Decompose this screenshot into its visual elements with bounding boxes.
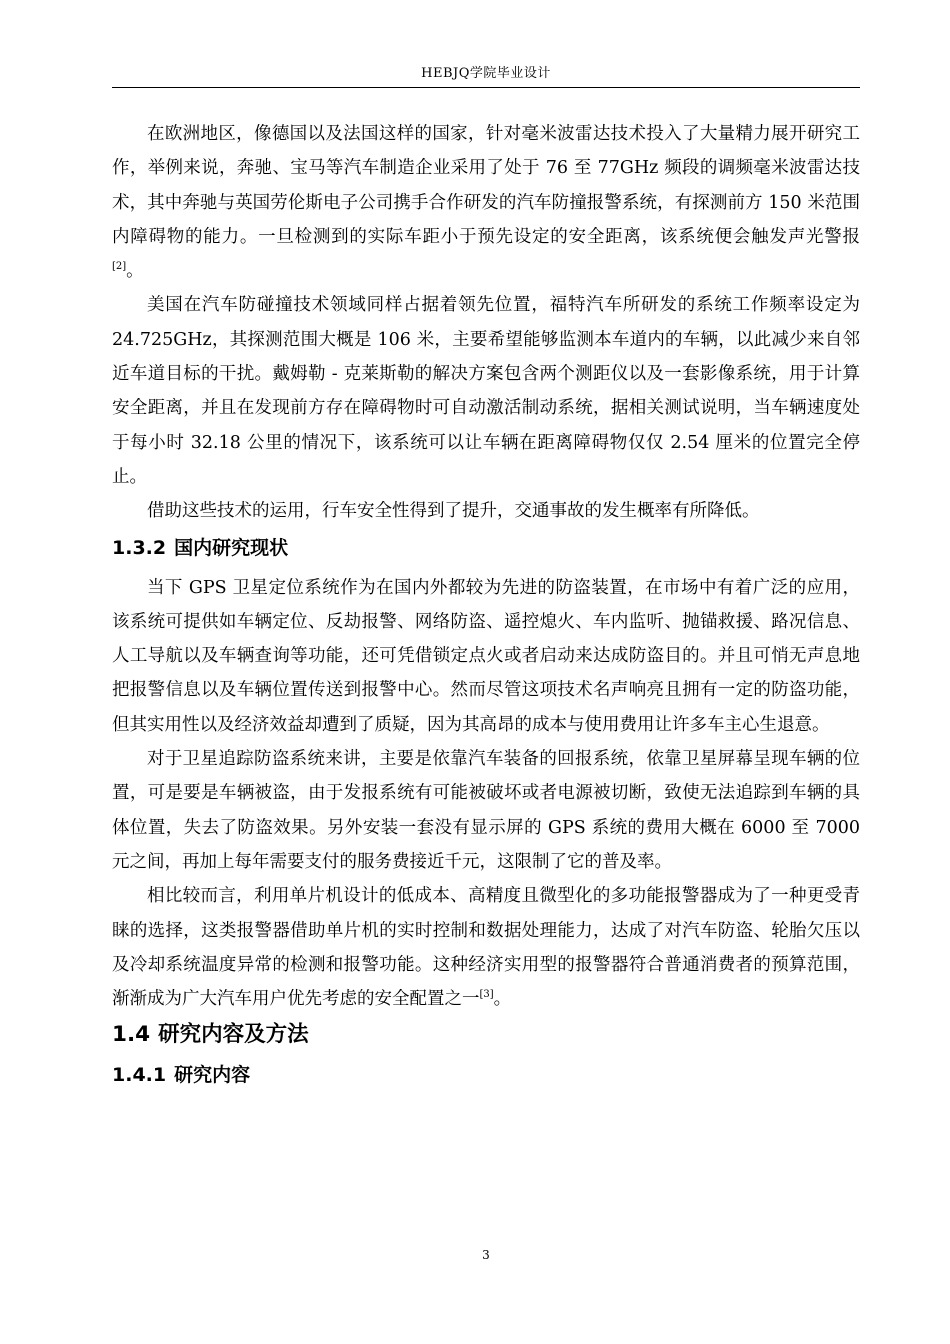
running-header: HEBJQ学院毕业设计 (421, 66, 551, 81)
paragraph-end: 。 (493, 989, 512, 1010)
section-title: 国内研究现状 (174, 536, 289, 559)
paragraph-safety-summary: 借助这些技术的运用，行车安全性得到了提升，交通事故的发生概率有所降低。 (147, 501, 760, 522)
paragraph-text: 相比较而言，利用单片机设计的低成本、高精度且微型化的多功能报警器成为了一种更受青睐的选择，这类报警器借助单片机的实时控制和数据处理能力，达成了对汽车防盗、轮胎欠压以及冷却系统温度异常的检测和报警功能。这种经济实用型的报警器符合普通消费者的预算范围，渐渐成为广大汽车用户优先考虑的安全配置之一 (112, 886, 860, 1010)
section-number: 1.4.1 (112, 1064, 167, 1087)
header-rule (112, 87, 860, 88)
citation-ref: [2] (112, 261, 127, 273)
section-number: 1.3.2 (112, 536, 167, 559)
citation-ref: [3] (479, 989, 494, 1001)
paragraph-mcu-alarm (112, 879, 860, 1016)
paragraph-text: 在欧洲地区，像德国以及法国这样的国家，针对毫米波雷达技术投入了大量精力展开研究工作，举例来说，奔驰、宝马等汽车制造企业采用了处于 76 至 77GHz 频段的调频毫米波雷达技术，其中奔驰与英国劳伦斯电子公司携手合作研发的汽车防撞报警系统，有探测前方 150 米范围内障碍物的能力。一旦检测到的实际车距小于预先设定的安全距离，该系统便会触发声光警报 (112, 124, 860, 247)
paragraph-usa-collision: 美国在汽车防碰撞技术领域同样占据着领先位置，福特汽车所研发的系统工作频率设定为 24.725GHz，其探测范围大概是 106 米，主要希望能够监测本车道内的车辆，以此减少来自邻近车道目标的干扰。戴姆勒 - 克莱斯勒的解决方案包含两个测距仪以及一套影像系统，用于计算安全距离，并且在发现前方存在障碍物时可自动激活制动系统，据相关测试说明，当车辆速度处于每小时 32.18 公里的情况下，该系统可以让车辆在距离障碍物仅仅 2.54 厘米的位置完全停止。 (112, 295, 860, 487)
section-heading-1-4-1 (112, 1060, 860, 1090)
page-number: 3 (482, 1248, 490, 1262)
paragraph-europe-radar (112, 117, 860, 288)
section-heading-1-3-2 (112, 533, 860, 563)
section-title: 研究内容及方法 (158, 1022, 309, 1048)
section-number: 1.4 (112, 1022, 151, 1048)
page-content (112, 117, 860, 1090)
section-title: 研究内容 (174, 1064, 251, 1087)
section-heading-1-4 (112, 1020, 860, 1050)
paragraph-end: 。 (126, 261, 144, 282)
paragraph-satellite-tracking: 对于卫星追踪防盗系统来讲，主要是依靠汽车装备的回报系统，依靠卫星屏幕呈现车辆的位置，可是要是车辆被盗，由于发报系统有可能被破坏或者电源被切断，致使无法追踪到车辆的具体位置，失去了防盗效果。另外安装一套没有显示屏的 GPS 系统的费用大概在 6000 至 7000 元之间，再加上每年需要支付的服务费接近千元，这限制了它的普及率。 (112, 749, 860, 872)
paragraph-gps-antitheft: 当下 GPS 卫星定位系统作为在国内外都较为先进的防盗装置，在市场中有着广泛的应用，该系统可提供如车辆定位、反劫报警、网络防盗、遥控熄火、车内监听、抛锚救援、路况信息、人工导航以及车辆查询等功能，还可凭借锁定点火或者启动来达成防盗目的。并且可悄无声息地把报警信息以及车辆位置传送到报警中心。然而尽管这项技术名声响亮且拥有一定的防盗功能，但其实用性以及经济效益却遭到了质疑，因为其高昂的成本与使用费用让许多车主心生退意。 (112, 577, 860, 735)
